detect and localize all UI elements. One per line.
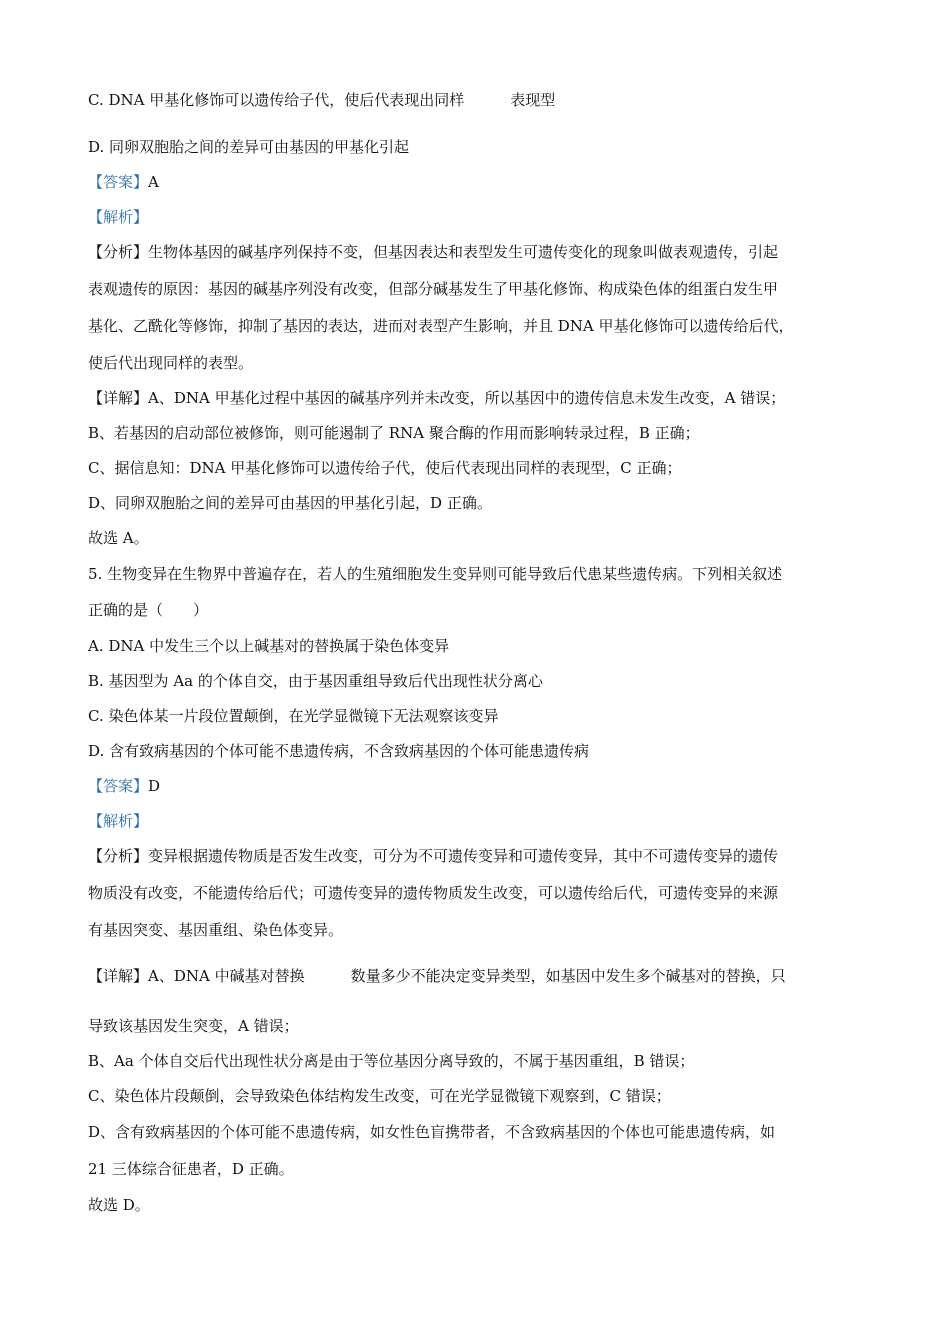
q5-xiangjie-line: B、Aa 个体自交后代出现性状分离是由于等位基因分离导致的，不属于基因重组，B 错误； [88, 1052, 695, 1070]
q5-xiangjie-first [88, 966, 786, 986]
q5-fenxi-line: 有基因突变、基因重组、染色体变异。 [88, 921, 344, 939]
q5-stem-line: 正确的是（ ） [88, 601, 209, 619]
q4-answer [88, 172, 159, 192]
q5-fenxi-line: 【分析】变异根据遗传物质是否发生改变，可分为不可遗传变异和可遗传变异，其中不可遗传变异的遗传 [88, 847, 779, 865]
q4-fenxi-line: 表观遗传的原因：基因的碱基序列没有改变，但部分碱基发生了甲基化修饰、构成染色体的组蛋白发生甲 [88, 280, 779, 298]
q5-stem-line: 5. 生物变异在生物界中普遍存在，若人的生殖细胞发生变异则可能导致后代患某些遗传病。下列相关叙述 [88, 565, 783, 583]
xiangjie-text-cont: 数量多少不能决定变异类型，如基因中发生多个碱基对的替换，只 [350, 967, 786, 985]
q4-option-c [88, 90, 555, 110]
option-c-tail: 表现型 [510, 91, 556, 109]
answer-value: D [148, 777, 161, 795]
q4-xiangjie-line: D、同卵双胞胎之间的差异可由基因的甲基化引起，D 正确。 [88, 494, 492, 512]
q4-option-d: D. 同卵双胞胎之间的差异可由基因的甲基化引起 [88, 138, 410, 156]
q4-fenxi-line: 使后代出现同样的表型。 [88, 354, 254, 372]
q5-conclusion: 故选 D。 [88, 1196, 150, 1214]
answer-tag: 【答案】 [88, 777, 149, 795]
q4-analysis-tag: 【解析】 [88, 208, 149, 226]
q4-conclusion: 故选 A。 [88, 529, 149, 547]
q5-option-d: D. 含有致病基因的个体可能不患遗传病，不含致病基因的个体可能患遗传病 [88, 742, 590, 760]
xiangjie-text: 【详解】A、DNA 中碱基对替换 [88, 967, 305, 985]
q4-xiangjie-line: C、据信息知：DNA 甲基化修饰可以遗传给子代，使后代表现出同样的表现型，C 正确； [88, 459, 682, 477]
option-c-text: C. DNA 甲基化修饰可以遗传给子代，使后代表现出同样 [88, 91, 465, 109]
q5-option-a: A. DNA 中发生三个以上碱基对的替换属于染色体变异 [88, 637, 450, 655]
q5-option-b: B. 基因型为 Aa 的个体自交，由于基因重组导致后代出现性状分离心 [88, 672, 543, 690]
q5-answer [88, 776, 160, 796]
q5-xiangjie-line: C、染色体片段颠倒，会导致染色体结构发生改变，可在光学显微镜下观察到，C 错误； [88, 1087, 671, 1105]
answer-tag: 【答案】 [88, 173, 149, 191]
q5-option-c: C. 染色体某一片段位置颠倒，在光学显微镜下无法观察该变异 [88, 707, 499, 725]
q4-fenxi-line: 【分析】生物体基因的碱基序列保持不变，但基因表达和表型发生可遗传变化的现象叫做表观遗传，引起 [88, 243, 779, 261]
q5-analysis-tag: 【解析】 [88, 812, 149, 830]
q4-fenxi-line: 基化、乙酰化等修饰，抑制了基因的表达，进而对表型产生影响，并且 DNA 甲基化修饰可以遗传给后代， [88, 317, 794, 335]
q5-fenxi-line: 物质没有改变，不能遗传给后代；可遗传变异的遗传物质发生改变，可以遗传给后代，可遗传变异的来源 [88, 884, 779, 902]
q4-xiangjie-line: B、若基因的启动部位被修饰，则可能遏制了 RNA 聚合酶的作用而影响转录过程，B 正确； [88, 424, 700, 442]
answer-value: A [148, 173, 159, 191]
q5-xiangjie-line: 导致该基因发生突变，A 错误； [88, 1017, 299, 1035]
q5-xiangjie-line: D、含有致病基因的个体可能不患遗传病，如女性色盲携带者，不含致病基因的个体也可能患遗传病，如 [88, 1123, 776, 1141]
q5-xiangjie-line: 21 三体综合征患者，D 正确。 [88, 1160, 294, 1178]
q4-xiangjie-line: 【详解】A、DNA 甲基化过程中基因的碱基序列并未改变，所以基因中的遗传信息未发生改变，A 错误； [88, 389, 786, 407]
